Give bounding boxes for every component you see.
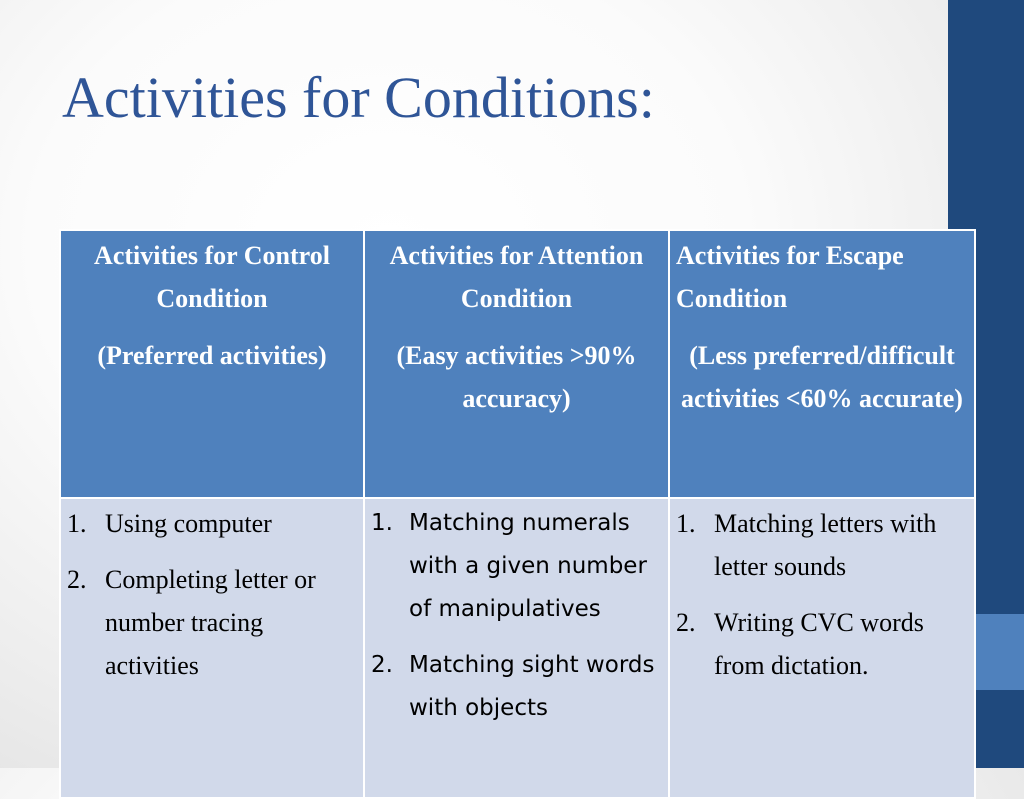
list-item-number: 2. bbox=[67, 565, 87, 594]
header-subheading: (Preferred activities) bbox=[97, 341, 327, 370]
header-subheading: (Less preferred/difficult activities <60% accurate) bbox=[681, 341, 963, 413]
list-item-text: Matching sight words with objects bbox=[409, 652, 655, 721]
slide-title: Activities for Conditions: bbox=[62, 65, 655, 130]
header-heading: Activities for Control Condition bbox=[94, 241, 330, 313]
list-item bbox=[371, 502, 662, 631]
list-item-text: Matching numerals with a given number of manipulatives bbox=[409, 510, 647, 622]
list-item bbox=[676, 601, 968, 687]
list-item-text: Writing CVC words from dictation. bbox=[714, 608, 924, 680]
control-activities-cell bbox=[60, 498, 364, 798]
list-item-number: 2. bbox=[371, 652, 393, 678]
attention-activities-cell bbox=[364, 498, 669, 798]
conditions-table bbox=[59, 229, 976, 799]
list-item-number: 2. bbox=[676, 608, 696, 637]
list-item-number: 1. bbox=[67, 509, 87, 538]
list-item bbox=[67, 502, 357, 545]
table-header-row bbox=[60, 230, 975, 498]
list-item-text: Using computer bbox=[105, 509, 272, 538]
header-escape-condition bbox=[669, 230, 975, 498]
list-item-text: Completing letter or number tracing activities bbox=[105, 565, 316, 680]
header-attention-condition bbox=[364, 230, 669, 498]
control-activities-list bbox=[67, 502, 357, 687]
list-item bbox=[371, 644, 662, 730]
header-control-condition bbox=[60, 230, 364, 498]
list-item bbox=[676, 502, 968, 588]
list-item bbox=[67, 558, 357, 687]
table-body-row bbox=[60, 498, 975, 798]
attention-activities-list bbox=[371, 502, 662, 730]
header-heading: Activities for Attention Condition bbox=[389, 241, 644, 313]
list-item-number: 1. bbox=[676, 509, 696, 538]
list-item-number: 1. bbox=[371, 510, 393, 536]
escape-activities-cell bbox=[669, 498, 975, 798]
list-item-text: Matching letters with letter sounds bbox=[714, 509, 937, 581]
escape-activities-list bbox=[676, 502, 968, 687]
header-heading: Activities for Escape Condition bbox=[676, 241, 904, 313]
header-subheading: (Easy activities >90% accuracy) bbox=[396, 341, 637, 413]
